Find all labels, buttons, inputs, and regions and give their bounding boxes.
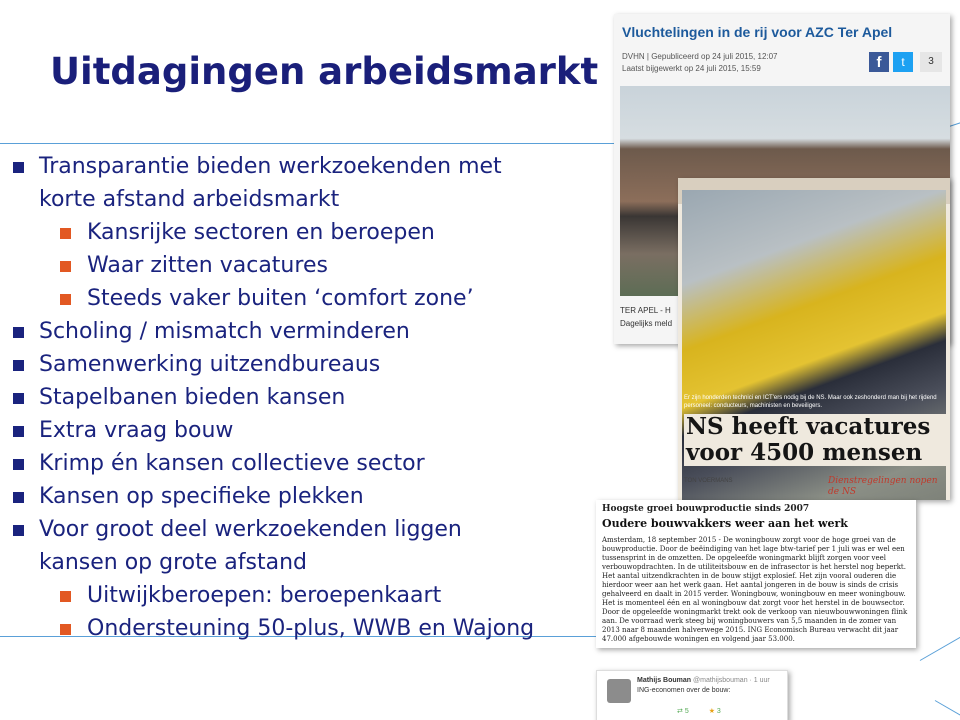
- clip-line: [620, 330, 673, 343]
- share-count: 3: [920, 52, 942, 72]
- tweet-card: [596, 670, 788, 720]
- author-name: Mathijs Bouman: [637, 677, 692, 684]
- bullet-text: Scholing / mismatch verminderen: [39, 319, 410, 344]
- clip-headline: NS heeft vacatures voor 4500 mensen: [684, 414, 948, 466]
- bullet-item: [12, 315, 612, 348]
- clip-line: [620, 343, 673, 344]
- title-divider: [0, 143, 620, 144]
- bullet-list: [12, 150, 612, 645]
- bullet-marker: [13, 459, 24, 470]
- publish-date: DVHN | Gepubliceerd op 24 juli 2015, 12:07: [622, 52, 778, 61]
- update-date: Laatst bijgewerkt op 24 juli 2015, 15:59: [622, 64, 761, 73]
- clip-subhead: Dienstregelingen nopen de NS: [828, 476, 938, 497]
- decorative-line: [935, 700, 960, 720]
- bullet-text: Stapelbanen bieden kansen: [39, 385, 346, 410]
- bullet-item: [12, 414, 612, 447]
- slide-title: Uitdagingen arbeidsmarkt: [50, 50, 599, 93]
- decorative-line: [920, 635, 960, 661]
- star-icon: ★: [708, 708, 715, 715]
- clip-headline: Oudere bouwvakkers weer aan het werk: [602, 517, 848, 530]
- facebook-icon: f: [869, 52, 889, 72]
- bullet-item: [12, 216, 612, 249]
- news-clipping-ns: [678, 178, 950, 500]
- bullet-text: Steeds vaker buiten ‘comfort zone’: [87, 286, 474, 311]
- bullet-marker: [13, 162, 24, 173]
- bullet-item: [12, 348, 612, 381]
- sub-bullet-marker: [60, 228, 71, 239]
- clip-body: Amsterdam, 18 september 2015 - De woningbouw zorgt voor de hoge groei van de bouwproductie. Door de beëindiging van het lage btw-tarief per 1 juli was er wel een tussensprint in de omzetten. De opgeleefde woningmarkt blijft zorgen voor veel verbouwopdrachten. In de utiliteitsbouw en de infrasector is het herstel nog beperkt. Het aantal uitzendkrachten in de bouw stijgt explosief. Het zijn vooral ouderen die hierdoor weer aan het werk gaan. Het aantal jongeren in de bouw is sinds de crisis gehalveerd en daalt in 2015 verder. Woningbouw, woningbouw en meer woningbouw. Het is momenteel één en al woningbouw dat zorgt voor het herstel in de bouwsector. Door de opgeleefde woningmarkt trekt ook de verkoop van nieuwbouwwoningen flink aan. De voorraad werk steeg bij woningbouwers van 5,5 maanden in de zomer van 2013 naar 8 maanden halverwege 2015. ING Economisch Bureau verwacht dit jaar 47.000 afgebouwde woningen en volgend jaar 53.000.: [602, 536, 908, 643]
- bullet-text: Kansen op specifieke plekken: [39, 484, 364, 509]
- bullet-text: Transparantie bieden werkzoekenden met: [39, 154, 502, 179]
- bullet-text: kansen op grote afstand: [39, 550, 307, 575]
- bullet-marker: [13, 525, 24, 536]
- bullet-marker: [13, 492, 24, 503]
- news-clipping-bouw: [596, 500, 916, 648]
- bullet-text: Ondersteuning 50-plus, WWB en Wajong: [87, 616, 535, 641]
- twitter-icon: t: [893, 52, 913, 72]
- sub-bullet-marker: [60, 294, 71, 305]
- like-count: 3: [716, 708, 721, 715]
- author-handle: @mathijsbouman · 1 uur: [693, 677, 770, 684]
- photo-caption: Er zijn honderden technici en ICT'ers nodig bij de NS. Maar ook zeshonderd man bij het rijdend personeel: conducteurs, machinisten en beveiligers.: [684, 395, 937, 409]
- bullet-text: Extra vraag bouw: [39, 418, 234, 443]
- bullet-text: Voor groot deel werkzoekenden liggen: [39, 517, 462, 542]
- bullet-item: [12, 579, 612, 612]
- tweet-text: ING-economen over de bouw:: [637, 687, 731, 694]
- bullet-item: [12, 612, 612, 645]
- tweet-author: [637, 677, 770, 684]
- clip-author: TON VOERMANS: [684, 478, 733, 484]
- bullet-text: Uitwijkberoepen: beroepenkaart: [87, 583, 442, 608]
- bullet-item: [12, 447, 612, 480]
- bullet-text: Krimp én kansen collectieve sector: [39, 451, 425, 476]
- bullet-marker: [13, 360, 24, 371]
- bullet-item: [12, 150, 612, 216]
- bullet-item: [12, 381, 612, 414]
- sub-bullet-marker: [60, 261, 71, 272]
- clip-line: Dagelijks meld: [620, 319, 673, 328]
- sub-bullet-marker: [60, 591, 71, 602]
- bullet-text: Kansrijke sectoren en beroepen: [87, 220, 435, 245]
- bullet-item: [12, 513, 612, 579]
- retweet-icon: ⇄: [677, 708, 683, 715]
- sub-bullet-marker: [60, 624, 71, 635]
- avatar: [607, 679, 631, 703]
- bullet-text: Samenwerking uitzendbureaus: [39, 352, 381, 377]
- clip-meta: [622, 51, 778, 75]
- bullet-item: [12, 480, 612, 513]
- bullet-text: Waar zitten vacatures: [87, 253, 328, 278]
- bullet-marker: [13, 327, 24, 338]
- clip-kicker: Hoogste groei bouwproductie sinds 2007: [602, 504, 810, 514]
- clip-line: TER APEL - H: [620, 306, 671, 315]
- bullet-item: [12, 249, 612, 282]
- bullet-marker: [13, 426, 24, 437]
- bullet-marker: [13, 393, 24, 404]
- tweet-actions: [677, 707, 721, 715]
- retweet-count: 5: [684, 708, 689, 715]
- bullet-text: korte afstand arbeidsmarkt: [39, 187, 340, 212]
- bullet-item: [12, 282, 612, 315]
- clip-headline: Vluchtelingen in de rij voor AZC Ter Apel: [622, 24, 893, 40]
- clip-body: [620, 304, 673, 344]
